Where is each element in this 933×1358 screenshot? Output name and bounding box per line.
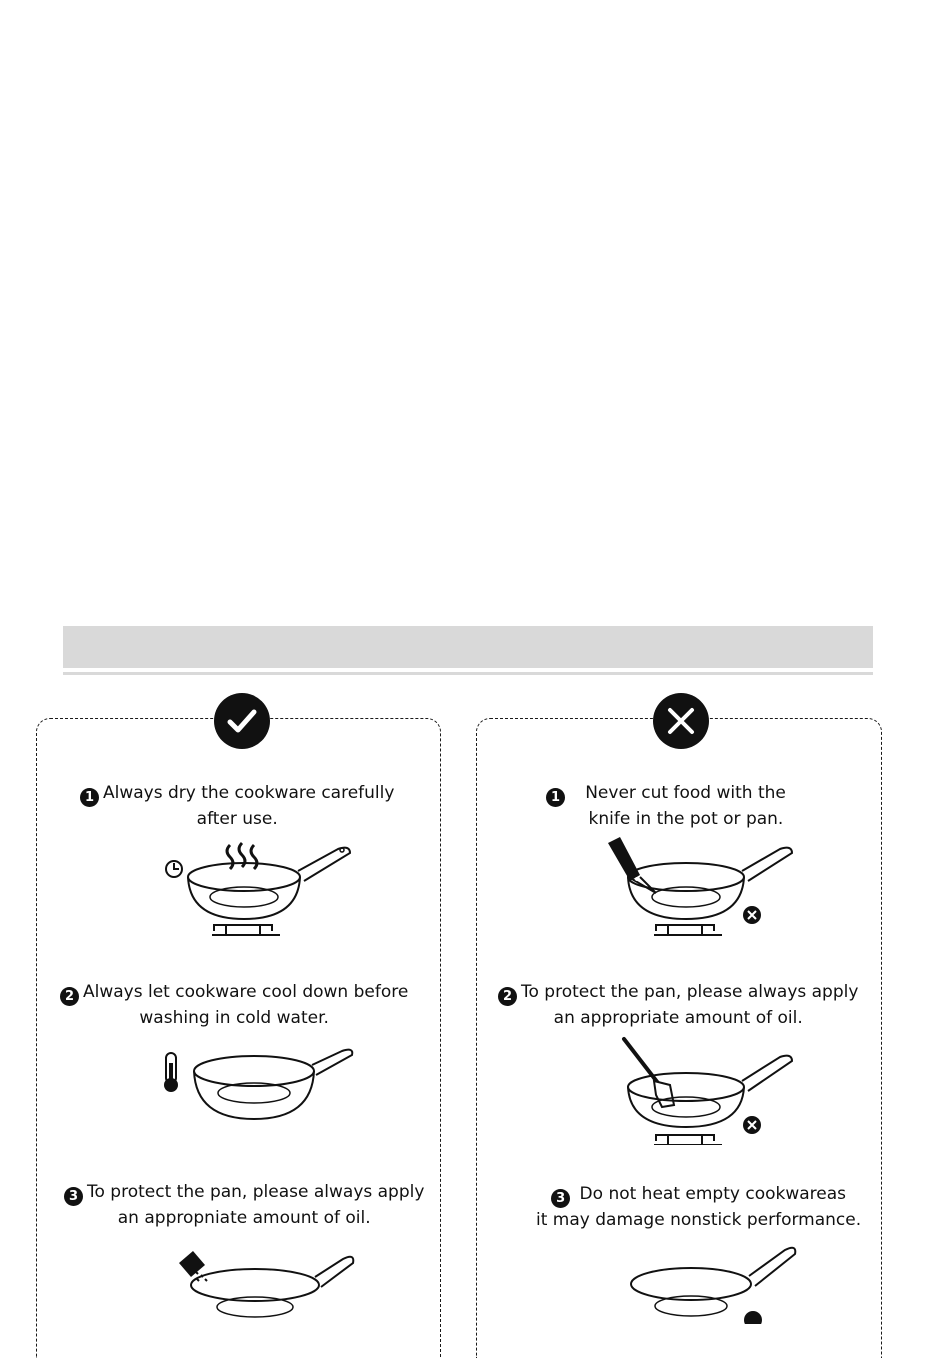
number-badge: 2 [60, 987, 79, 1006]
spatula-pan-illustration [600, 1035, 800, 1145]
dont-item-3: 3 Do not heat empty cookwareas it may damage nonstick performance. [536, 1184, 862, 1230]
number-badge: 3 [64, 1187, 83, 1206]
check-icon [214, 693, 270, 749]
number-badge: 1 [546, 788, 565, 807]
number-badge: 2 [498, 987, 517, 1006]
oil-pan-illustration [165, 1245, 365, 1325]
empty-pan-illustration [605, 1240, 805, 1324]
do-item-1: 1 Always dry the cookware carefully after use. [80, 781, 394, 832]
number-badge: 1 [80, 788, 99, 807]
number-badge: 3 [551, 1189, 570, 1208]
dont-item-2: 2 To protect the pan, please always apply an appropriate amount of oil. [498, 980, 858, 1031]
knife-pan-illustration [600, 835, 800, 945]
cool-pan-illustration [160, 1045, 360, 1140]
dont-item-1: 1 Never cut food with the knife in the pot or pan. [546, 781, 786, 832]
do-item-2: 2 Always let cookware cool down before washing in cold water. [60, 980, 408, 1031]
cross-icon [653, 693, 709, 749]
dry-pan-illustration [160, 835, 360, 945]
do-item-3: 3 To protect the pan, please always apply an appropniate amount of oil. [64, 1180, 424, 1231]
section-header-rule [63, 672, 873, 675]
section-header-bar [63, 626, 873, 668]
